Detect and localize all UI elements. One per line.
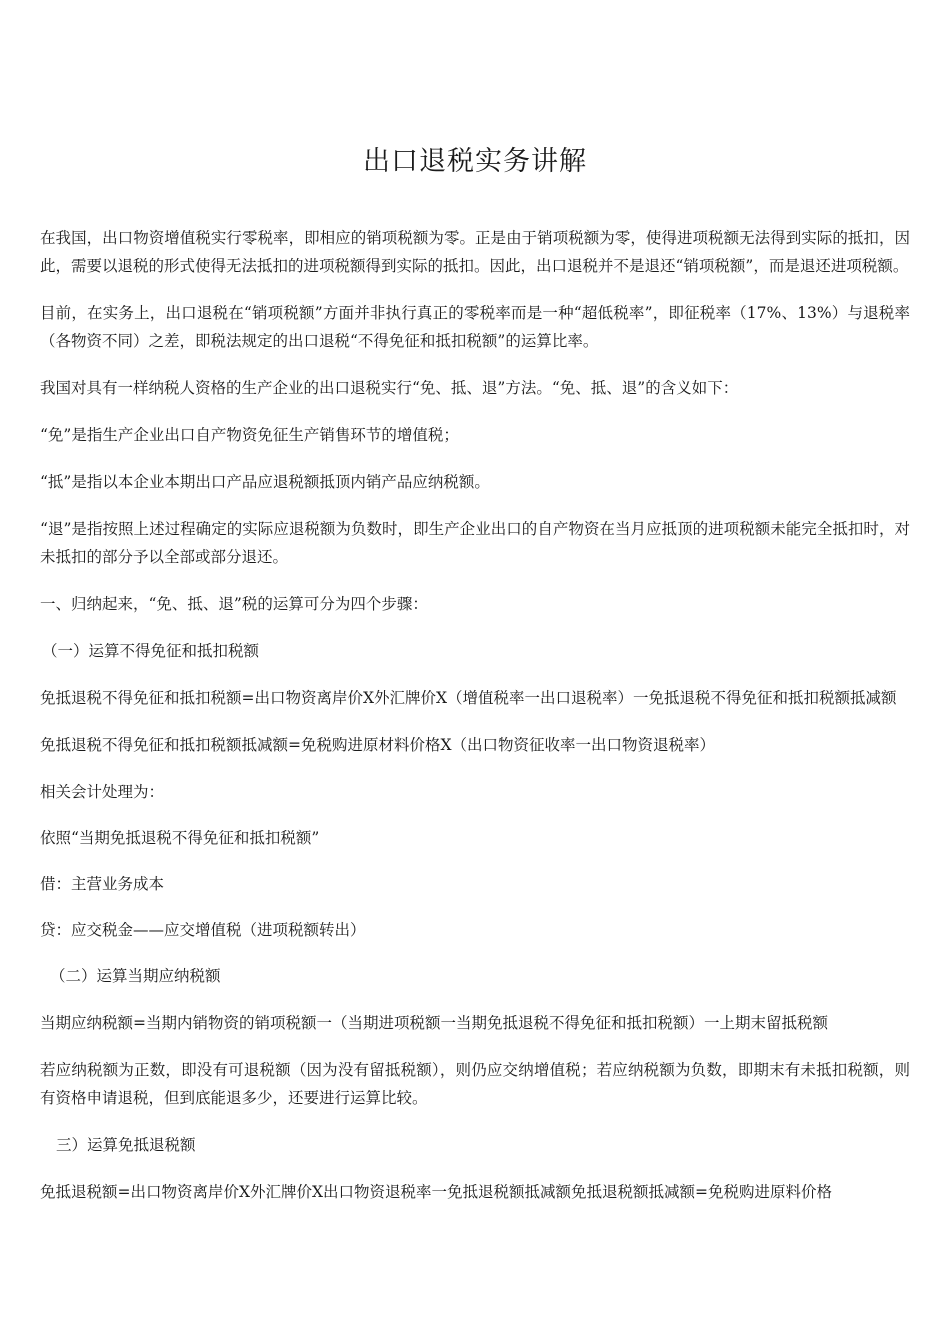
subheading-step-3: 三）运算免抵退税额: [56, 1136, 196, 1154]
formula-2: 免抵退税不得免征和抵扣税额抵减额=免税购进原材料价格X（出口物资征收率一出口物资退税率）: [40, 736, 716, 754]
subheading-step-2: （二）运算当期应纳税额: [50, 967, 221, 985]
section-heading-steps: 一、归纳起来，“免、抵、退”税的运算可分为四个步骤：: [40, 595, 428, 613]
formula-3: 当期应纳税额=当期内销物资的销项税额一（当期进项税额一当期免抵退税不得免征和抵扣税额）一上期末留抵税额: [40, 1014, 828, 1032]
paragraph-current-practice: 目前，在实务上，出口退税在“销项税额”方面并非执行真正的零税率而是一种“超低税率”，即征税率（17%、13%）与退税率（各物资不同）之差，即税法规定的出口退税“不得免征和抵扣税额”的运算比率。: [40, 304, 910, 350]
paragraph-di: “抵”是指以本企业本期出口产品应退税额抵顶内销产品应纳税额。: [40, 473, 490, 491]
paragraph-intro: 在我国，出口物资增值税实行零税率，即相应的销项税额为零。正是由于销项税额为零，使得进项税额无法得到实际的抵扣，因此，需要以退税的形式使得无法抵扣的进项税额得到实际的抵扣。因此，出口退税并不是退还“销项税额”，而是退还进项税额。: [40, 229, 910, 275]
document-body: [40, 224, 910, 1225]
paragraph-credit: 贷：应交税金——应交增值税（进项税额转出）: [40, 921, 366, 939]
paragraph-tui: “退”是指按照上述过程确定的实际应退税额为负数时，即生产企业出口的自产物资在当月应抵顶的进项税额未能完全抵扣时，对未抵扣的部分予以全部或部分退还。: [40, 520, 910, 566]
paragraph-tax-sign: 若应纳税额为正数，即没有可退税额（因为没有留抵税额），则仍应交纳增值税；若应纳税额为负数，即期末有未抵扣税额，则有资格申请退税，但到底能退多少，还要进行运算比较。: [40, 1061, 910, 1107]
paragraph-method: 我国对具有一样纳税人资格的生产企业的出口退税实行“免、抵、退”方法。“免、抵、退”的含义如下：: [40, 379, 739, 397]
paragraph-mian: “免”是指生产企业出口自产物资免征生产销售环节的增值税；: [40, 426, 459, 444]
subheading-step-1: （一）运算不得免征和抵扣税额: [42, 642, 260, 660]
paragraph-accounting: 相关会计处理为：: [40, 783, 165, 801]
paragraph-debit: 借：主营业务成本: [40, 875, 165, 893]
formula-1: 免抵退税不得免征和抵扣税额=出口物资离岸价X外汇牌价X（增值税率一出口退税率）一免抵退税不得免征和抵扣税额抵减额: [40, 689, 897, 707]
paragraph-according: 依照“当期免抵退税不得免征和抵扣税额”: [40, 829, 320, 847]
document-title: 出口退税实务讲解: [363, 146, 587, 177]
formula-4: 免抵退税额=出口物资离岸价X外汇牌价X出口物资退税率一免抵退税额抵减额免抵退税额抵减额=免税购进原料价格: [40, 1183, 833, 1201]
